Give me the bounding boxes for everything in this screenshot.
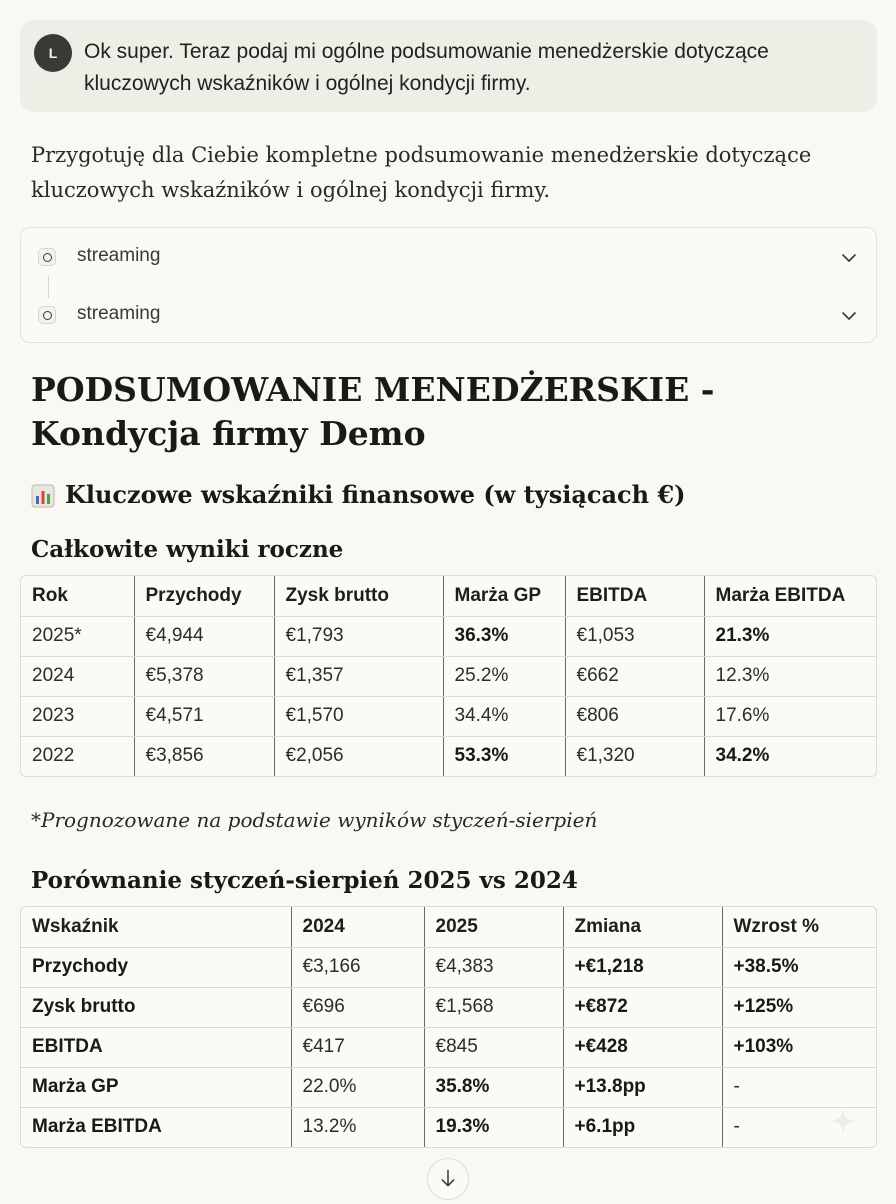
bar-chart-icon: [31, 484, 55, 508]
arrow-down-icon: [428, 1159, 468, 1199]
user-message-text: Ok super. Teraz podaj mi ogólne podsumowanie menedżerskie dotyczące kluczowych wskaźników i ogólnej kondycji firmy.: [84, 40, 769, 95]
table-cell: 2025*: [21, 616, 134, 656]
streaming-step-2[interactable]: [21, 295, 876, 335]
table-cell: Marża GP: [21, 1067, 291, 1107]
assistant-intro-text: Przygotuję dla Ciebie kompletne podsumowanie menedżerskie dotyczące kluczowych wskaźników i ogólnej kondycji firmy.: [31, 143, 812, 202]
streaming-steps-panel: [20, 227, 877, 343]
streaming-step-label: streaming: [77, 303, 161, 324]
table-cell: €1,053: [565, 616, 704, 656]
comparison-table-title: Porównanie styczeń-sierpień 2025 vs 2024: [31, 867, 578, 894]
table-cell: 21.3%: [704, 616, 876, 656]
column-header: Zmiana: [563, 907, 722, 947]
step-status-icon: [38, 248, 56, 266]
column-header: Zysk brutto: [274, 576, 443, 616]
table-cell: EBITDA: [21, 1027, 291, 1067]
table-row: [21, 656, 876, 696]
step-status-icon: [38, 306, 56, 324]
table-cell: 19.3%: [424, 1107, 563, 1147]
table-cell: 13.2%: [291, 1107, 424, 1147]
chevron-down-icon[interactable]: [840, 249, 858, 267]
column-header: 2024: [291, 907, 424, 947]
table-cell: +€1,218: [563, 947, 722, 987]
table-cell: €3,856: [134, 736, 274, 776]
table-header-row: [21, 576, 876, 616]
table-cell: -: [733, 1116, 740, 1138]
table-cell: €806: [565, 696, 704, 736]
column-header: Przychody: [134, 576, 274, 616]
table-cell: 36.3%: [443, 616, 565, 656]
table-cell: €845: [424, 1027, 563, 1067]
table-cell: €3,166: [291, 947, 424, 987]
table-cell: 53.3%: [443, 736, 565, 776]
table-cell: 34.2%: [715, 745, 770, 767]
table-cell: +125%: [722, 987, 876, 1027]
comparison-table: [20, 906, 877, 1148]
table-cell: 2022: [21, 736, 134, 776]
table-cell: 17.6%: [704, 696, 876, 736]
table-cell: €4,571: [134, 696, 274, 736]
table-cell: 22.0%: [291, 1067, 424, 1107]
table-cell: 34.4%: [443, 696, 565, 736]
section-heading: [31, 478, 871, 512]
table-cell: €4,383: [424, 947, 563, 987]
table-cell: €1,320: [565, 736, 704, 776]
chevron-down-icon[interactable]: [840, 307, 858, 325]
table-row: [21, 1067, 876, 1107]
section-heading-text: Kluczowe wskaźniki finansowe (w tysiącach €): [65, 480, 686, 509]
table-cell: 2024: [21, 656, 134, 696]
streaming-step-1[interactable]: [21, 237, 876, 277]
sparkle-icon: [828, 1106, 858, 1136]
column-header: Rok: [21, 576, 134, 616]
table-cell: Przychody: [21, 947, 291, 987]
table-cell: +6.1pp: [563, 1107, 722, 1147]
user-avatar[interactable]: L: [34, 34, 72, 72]
table-header-row: [21, 907, 876, 947]
forecast-footnote: *Prognozowane na podstawie wyników styczeń-sierpień: [31, 808, 598, 832]
table-cell: +103%: [722, 1027, 876, 1067]
table-cell: Zysk brutto: [21, 987, 291, 1027]
table-cell: €2,056: [274, 736, 443, 776]
table-cell: €1,568: [424, 987, 563, 1027]
table-cell: 25.2%: [443, 656, 565, 696]
annual-results-table: [20, 575, 877, 777]
column-header: Marża GP: [443, 576, 565, 616]
summary-title: PODSUMOWANIE MENEDŻERSKIE - Kondycja firmy Demo: [31, 370, 715, 453]
table-row: [21, 696, 876, 736]
table-cell: €662: [565, 656, 704, 696]
column-header: Wskaźnik: [21, 907, 291, 947]
table-cell: +13.8pp: [563, 1067, 722, 1107]
table-row: [21, 947, 876, 987]
column-header: 2025: [424, 907, 563, 947]
table-row: [21, 1107, 876, 1147]
scroll-to-bottom-button[interactable]: [427, 1158, 469, 1200]
table-cell: €5,378: [134, 656, 274, 696]
table-cell: +€872: [563, 987, 722, 1027]
column-header: EBITDA: [565, 576, 704, 616]
table-cell: €417: [291, 1027, 424, 1067]
table-row: [21, 736, 876, 776]
table-cell: +€428: [563, 1027, 722, 1067]
user-message: [20, 20, 877, 112]
table-row: [21, 987, 876, 1027]
table-cell: +38.5%: [722, 947, 876, 987]
table-cell: Marża EBITDA: [21, 1107, 291, 1147]
table-cell: 35.8%: [424, 1067, 563, 1107]
column-header: Wzrost %: [722, 907, 876, 947]
annual-table-title: Całkowite wyniki roczne: [31, 536, 344, 563]
table-row: [21, 1027, 876, 1067]
column-header: Marża EBITDA: [704, 576, 876, 616]
table-cell: €1,570: [274, 696, 443, 736]
table-cell: -: [722, 1067, 876, 1107]
table-cell: €1,793: [274, 616, 443, 656]
table-cell: €696: [291, 987, 424, 1027]
table-cell: €1,357: [274, 656, 443, 696]
table-cell: 2023: [21, 696, 134, 736]
table-cell: €4,944: [134, 616, 274, 656]
table-row: [21, 616, 876, 656]
table-cell: 12.3%: [704, 656, 876, 696]
streaming-step-label: streaming: [77, 245, 161, 266]
